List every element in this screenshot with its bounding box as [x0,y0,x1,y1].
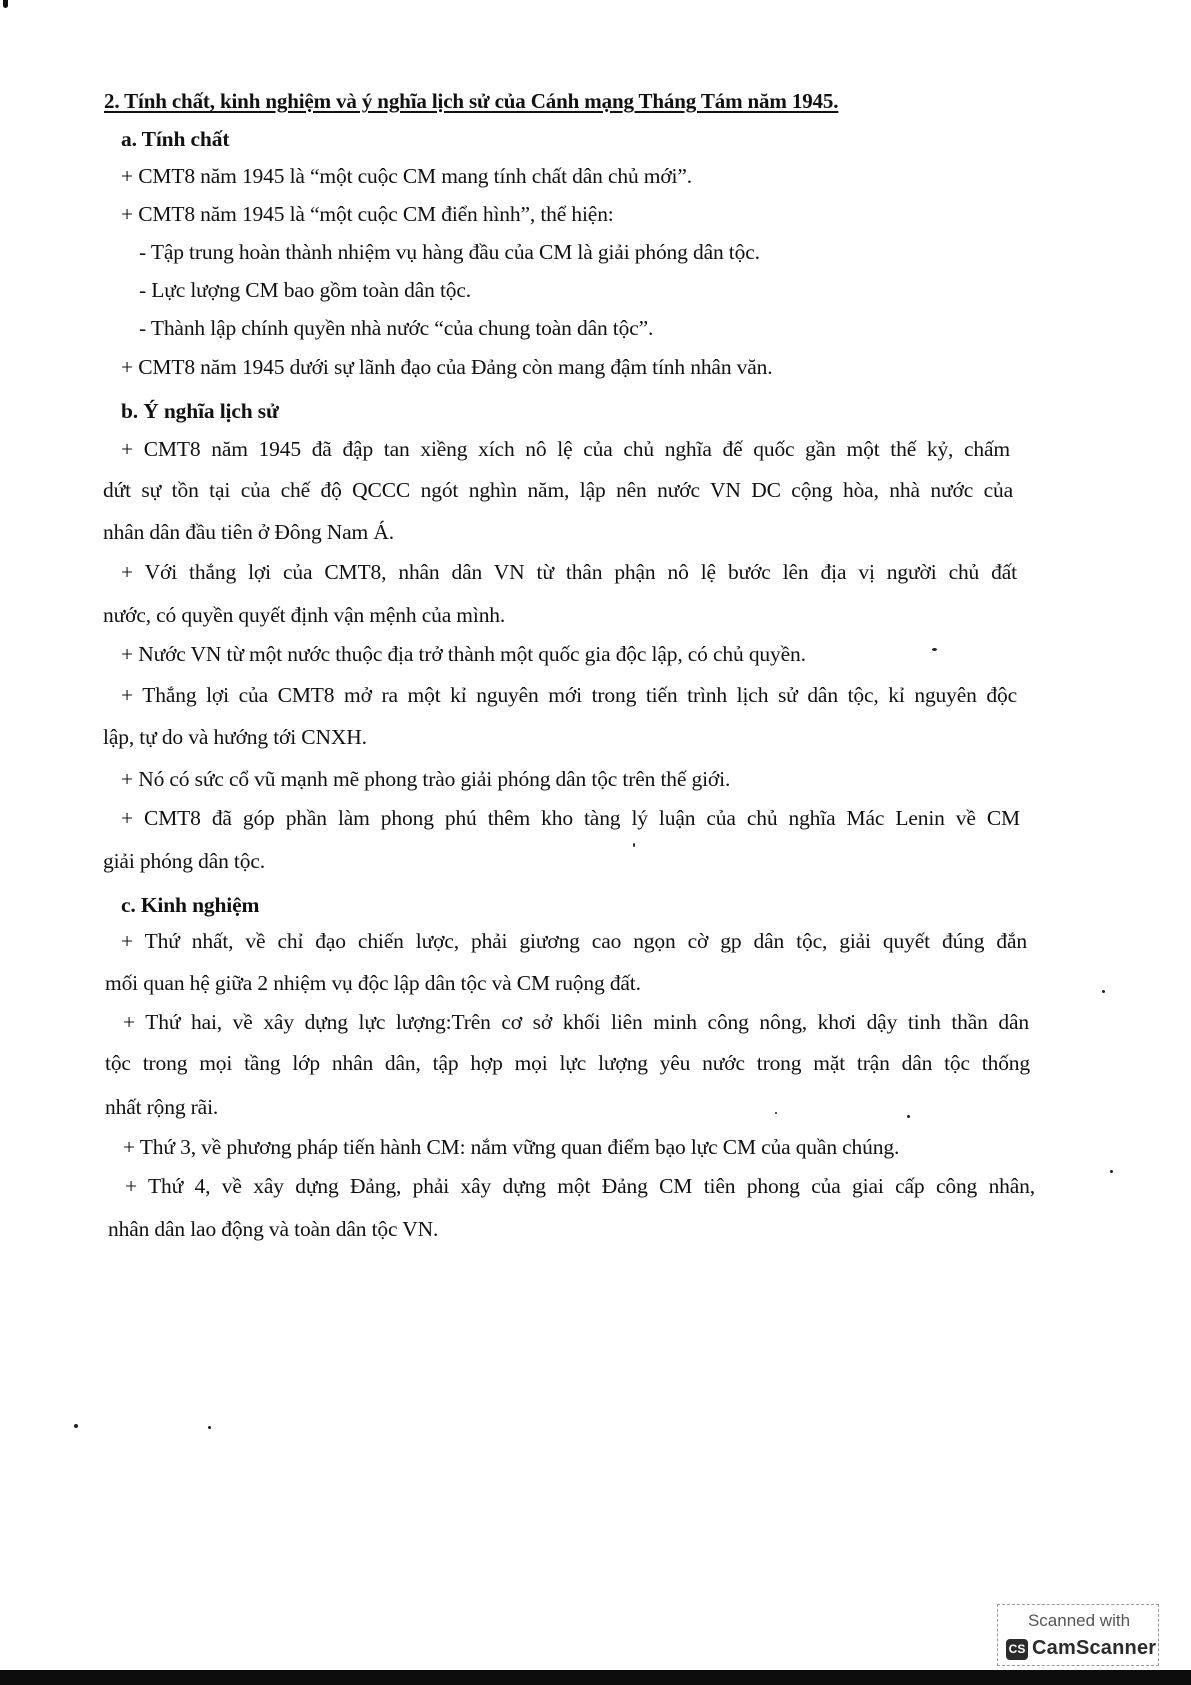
section-b-line: + Nước VN từ một nước thuộc địa trở thành một quốc gia độc lập, có chủ quyền. [121,642,806,666]
section-b-line: + Thắng lợi của CMT8 mở ra một kỉ nguyên mới trong tiến trình lịch sử dân tộc, kỉ nguyên độc [121,683,1017,707]
section-b-line: + CMT8 đã góp phần làm phong phú thêm kho tàng lý luận của chủ nghĩa Mác Lenin về CM [121,806,1020,830]
scan-speck [208,1426,211,1429]
section-c-heading: c. Kinh nghiệm [121,893,260,917]
section-a-subline: - Tập trung hoàn thành nhiệm vụ hàng đầu của CM là giải phóng dân tộc. [139,240,760,264]
camscanner-name: CamScanner [1032,1637,1157,1659]
scan-speck [932,648,937,651]
scan-speck [907,1115,910,1118]
section-b-line: giải phóng dân tộc. [103,849,265,873]
section-b-line: + Với thắng lợi của CMT8, nhân dân VN từ thân phận nô lệ bước lên địa vị người chủ đất [121,560,1017,584]
section-c-line: + Thứ 3, về phương pháp tiến hành CM: nắm vững quan điểm bạo lực CM của quần chúng. [123,1135,900,1159]
section-c-line: nhân dân lao động và toàn dân tộc VN. [108,1217,439,1241]
section-b-line: dứt sự tồn tại của chế độ QCCC ngót nghìn năm, lập nên nước VN DC cộng hòa, nhà nước của [103,478,1013,502]
section-c-line: nhất rộng rãi. [105,1095,219,1119]
section-a-subline: - Thành lập chính quyền nhà nước “của chung toàn dân tộc”. [139,316,654,340]
section-c-line: + Thứ hai, về xây dựng lực lượng:Trên cơ sở khối liên minh công nông, khơi dậy tinh thần dân [123,1010,1029,1034]
camscanner-logo-icon: CS [1006,1639,1028,1660]
camscanner-watermark [997,1604,1159,1666]
scan-speck [1110,1170,1113,1173]
section-a-subline: - Lực lượng CM bao gồm toàn dân tộc. [139,278,472,302]
scan-speck [74,1424,78,1428]
section-b-line: lập, tự do và hướng tới CNXH. [103,725,367,749]
section-b-line: + CMT8 năm 1945 đã đập tan xiềng xích nô lệ của chủ nghĩa đế quốc gần một thế kỷ, chấm [121,437,1010,461]
scan-speck [633,843,635,847]
section-b-line: nước, có quyền quyết định vận mệnh của mình. [103,603,506,627]
section-c-line: mối quan hệ giữa 2 nhiệm vụ độc lập dân tộc và CM ruộng đất. [105,971,641,995]
section-a-line: + CMT8 năm 1945 là “một cuộc CM điển hình”, thể hiện: [121,202,614,226]
section-c-line: + Thứ nhất, về chỉ đạo chiến lược, phải giương cao ngọn cờ gp dân tộc, giải quyết đúng đắn [121,929,1027,953]
scan-speck [775,1112,777,1114]
document-title: 2. Tính chất, kinh nghiệm và ý nghĩa lịch sử của Cánh mạng Tháng Tám năm 1945. [104,89,839,113]
scanned-with-label: Scanned with [1027,1611,1131,1630]
section-b-heading: b. Ý nghĩa lịch sử [121,399,279,423]
scan-speck [1102,990,1105,993]
scan-corner-mark [3,0,8,8]
section-b-line: nhân dân đầu tiên ở Đông Nam Á. [103,520,394,544]
section-a-line: + CMT8 năm 1945 dưới sự lãnh đạo của Đảng còn mang đậm tính nhân văn. [121,355,773,379]
section-c-line: tộc trong mọi tầng lớp nhân dân, tập hợp mọi lực lượng yêu nước trong mặt trận dân tộc thống [105,1051,1030,1075]
section-c-line: + Thứ 4, về xây dựng Đảng, phải xây dựng một Đảng CM tiên phong của giai cấp công nhân, [125,1174,1035,1198]
section-a-line: + CMT8 năm 1945 là “một cuộc CM mang tính chất dân chủ mới”. [121,164,692,188]
section-a-heading: a. Tính chất [121,127,230,151]
scan-bottom-edge [0,1670,1191,1685]
section-b-line: + Nó có sức cổ vũ mạnh mẽ phong trào giải phóng dân tộc trên thế giới. [121,767,731,791]
